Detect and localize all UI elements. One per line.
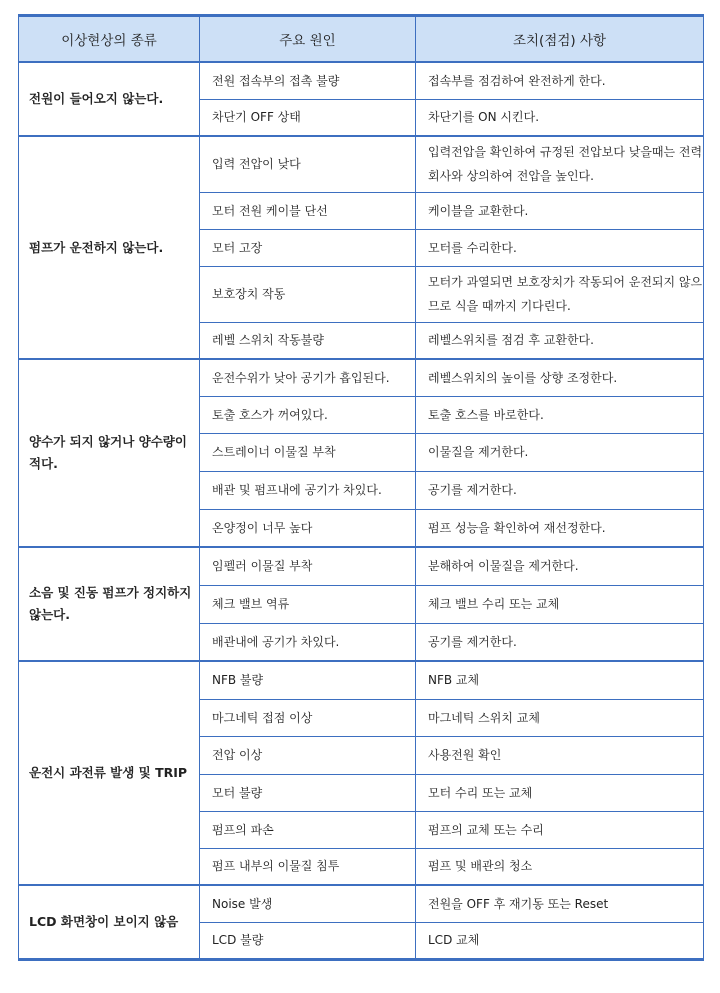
- cause-cell: NFB 불량: [200, 661, 416, 699]
- table-row: [19, 359, 704, 396]
- cause-cell: 모터 전원 케이블 단선: [200, 192, 416, 229]
- cause-cell: 펌프의 파손: [200, 811, 416, 848]
- symptom-cell: 펌프가 운전하지 않는다.: [19, 136, 200, 359]
- action-cell: 펌프의 교체 또는 수리: [416, 811, 704, 848]
- action-cell: 분해하여 이물질을 제거한다.: [416, 547, 704, 585]
- cause-cell: 전압 이상: [200, 736, 416, 774]
- action-cell: 접속부를 점검하여 완전하게 한다.: [416, 62, 704, 99]
- action-cell: 모터를 수리한다.: [416, 229, 704, 266]
- action-cell: 체크 밸브 수리 또는 교체: [416, 585, 704, 623]
- cause-cell: Noise 발생: [200, 885, 416, 922]
- symptom-cell: 운전시 과전류 발생 및 TRIP: [19, 661, 200, 885]
- action-cell: 모터가 과열되면 보호장치가 작동되어 운전되지 않으므로 식을 때까지 기다린다.: [416, 266, 704, 322]
- action-cell: 펌프 성능을 확인하여 재선정한다.: [416, 509, 704, 547]
- table-row: [19, 547, 704, 585]
- cause-cell: 스트레이너 이물질 부착: [200, 433, 416, 471]
- header-action: 조치(점검) 사항: [416, 16, 704, 63]
- action-cell: 레벨스위치의 높이를 상향 조정한다.: [416, 359, 704, 396]
- table-row: [19, 885, 704, 922]
- symptom-cell: 전원이 들어오지 않는다.: [19, 62, 200, 136]
- cause-cell: LCD 불량: [200, 922, 416, 959]
- table-row: [19, 62, 704, 99]
- symptom-cell: 양수가 되지 않거나 양수량이 적다.: [19, 359, 200, 547]
- cause-cell: 모터 불량: [200, 774, 416, 811]
- table-row: [19, 661, 704, 699]
- action-cell: 마그네틱 스위치 교체: [416, 699, 704, 736]
- action-cell: 공기를 제거한다.: [416, 623, 704, 661]
- action-cell: 입력전압을 확인하여 규정된 전압보다 낮을때는 전력회사와 상의하여 전압을 높인다.: [416, 136, 704, 192]
- table-body: [19, 62, 704, 959]
- table-header-row: [19, 16, 704, 63]
- cause-cell: 레벨 스위치 작동불량: [200, 322, 416, 359]
- cause-cell: 모터 고장: [200, 229, 416, 266]
- cause-cell: 배관내에 공기가 차있다.: [200, 623, 416, 661]
- action-cell: NFB 교체: [416, 661, 704, 699]
- cause-cell: 전원 접속부의 접촉 불량: [200, 62, 416, 99]
- cause-cell: 입력 전압이 낮다: [200, 136, 416, 192]
- action-cell: 차단기를 ON 시킨다.: [416, 99, 704, 136]
- cause-cell: 운전수위가 낮아 공기가 흡입된다.: [200, 359, 416, 396]
- cause-cell: 차단기 OFF 상태: [200, 99, 416, 136]
- cause-cell: 펌프 내부의 이물질 침투: [200, 848, 416, 885]
- header-cause: 주요 원인: [200, 16, 416, 63]
- cause-cell: 보호장치 작동: [200, 266, 416, 322]
- cause-cell: 토출 호스가 꺼여있다.: [200, 396, 416, 433]
- cause-cell: 임펠러 이물질 부착: [200, 547, 416, 585]
- action-cell: 전원을 OFF 후 재기동 또는 Reset: [416, 885, 704, 922]
- cause-cell: 배관 및 펌프내에 공기가 차있다.: [200, 471, 416, 509]
- cause-cell: 온양정이 너무 높다: [200, 509, 416, 547]
- action-cell: 사용전원 확인: [416, 736, 704, 774]
- action-cell: 모터 수리 또는 교체: [416, 774, 704, 811]
- action-cell: 케이블을 교환한다.: [416, 192, 704, 229]
- symptom-cell: 소음 및 진동 펌프가 정지하지 않는다.: [19, 547, 200, 661]
- action-cell: 이물질을 제거한다.: [416, 433, 704, 471]
- symptom-cell: LCD 화면창이 보이지 않음: [19, 885, 200, 959]
- troubleshooting-table: [18, 14, 704, 961]
- action-cell: 토출 호스를 바로한다.: [416, 396, 704, 433]
- action-cell: 펌프 및 배관의 청소: [416, 848, 704, 885]
- table-row: [19, 136, 704, 192]
- action-cell: 공기를 제거한다.: [416, 471, 704, 509]
- action-cell: 레벨스위치를 점검 후 교환한다.: [416, 322, 704, 359]
- cause-cell: 체크 밸브 역류: [200, 585, 416, 623]
- header-symptom: 이상현상의 종류: [19, 16, 200, 63]
- action-cell: LCD 교체: [416, 922, 704, 959]
- cause-cell: 마그네틱 접점 이상: [200, 699, 416, 736]
- troubleshooting-table-container: [18, 14, 703, 989]
